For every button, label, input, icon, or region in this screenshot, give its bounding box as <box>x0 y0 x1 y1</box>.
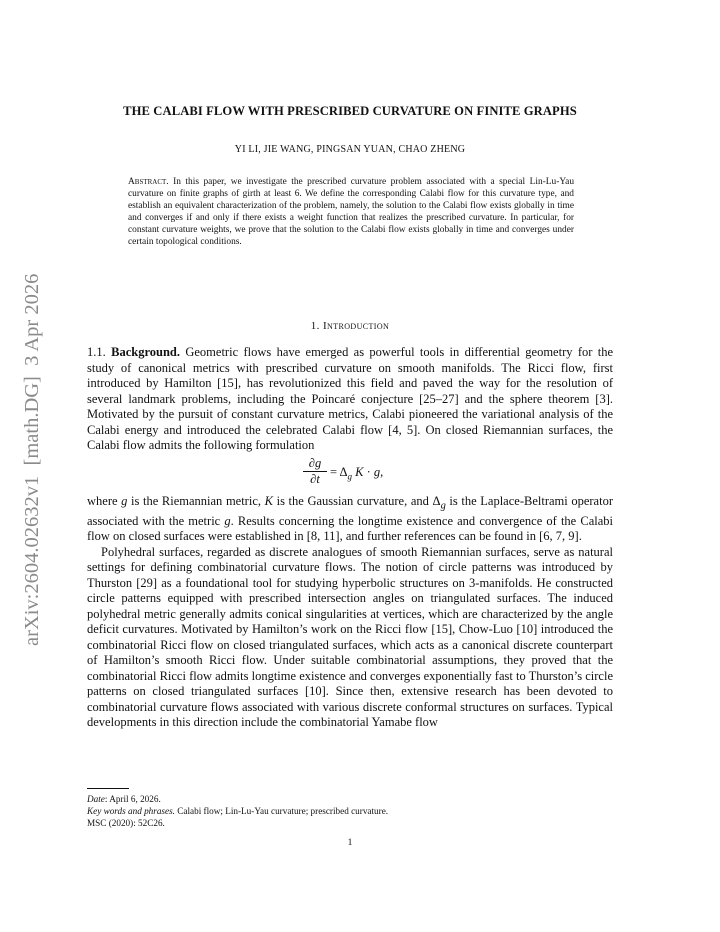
abstract-label: Abstract. <box>128 177 169 187</box>
footnote-label: Date <box>87 794 105 804</box>
paper-title: THE CALABI FLOW WITH PRESCRIBED CURVATURE ON FINITE GRAPHS <box>123 104 577 118</box>
abstract-text: In this paper, we investigate the prescribed curvature problem associated with a special Lin-Lu-Yau curvature on finite graphs of girth at least 6. We define the corresponding Calabi flow for this curvature type, and establish an equivalent characterization of the problem, namely, the solution to the Calabi flow exists globally in time and converges if and only if there exists a weight function that realizes the prescribed curvature. In particular, for constant curvature weights, we prove that the solution to the Calabi flow exists globally in time and converges under certain topological conditions. <box>128 177 575 247</box>
text-run: is the Laplace-Beltrami operator associated with the metric <box>87 493 613 528</box>
arxiv-identifier: arXiv:2604.02632v1 [math.DG] 3 Apr 2026 <box>21 273 43 646</box>
equation-denominator: ∂t <box>310 471 320 486</box>
section-heading: 1. Introduction <box>310 320 390 332</box>
equation-numerator: ∂g <box>303 456 327 472</box>
footnote-value: : April 6, 2026. <box>104 794 161 804</box>
footnote-keywords <box>87 805 388 817</box>
author-list: YI LI, JIE WANG, PINGSAN YUAN, CHAO ZHENG <box>234 144 466 155</box>
subsection-title: Background. <box>111 345 180 359</box>
text-run: . Results concerning the longtime existence and convergence of the Calabi flow on closed surfaces were established in [8, 11], and further references can be found in [6, 7, 9]. <box>87 513 613 543</box>
abstract <box>128 177 574 248</box>
body-text <box>87 345 613 731</box>
footnote-value: Calabi flow; Lin-Lu-Yau curvature; prescribed curvature. <box>174 806 389 817</box>
equation-fraction <box>303 456 327 487</box>
page-number: 1 <box>347 838 353 848</box>
footnote-date <box>87 793 388 805</box>
equation-rhs: = $\Delta_g$ K · g, <box>330 464 384 481</box>
math-subscript: g <box>440 500 446 511</box>
math-symbol: g <box>224 513 231 528</box>
text-run: where <box>87 493 122 508</box>
footnote-label: Key words and phrases. <box>87 806 175 817</box>
footnote-msc: MSC (2020): 52C26. <box>87 818 165 829</box>
paragraph-polyhedral: Polyhedral surfaces, regarded as discrete analogues of smooth Riemannian surfaces, serve as natural settings for defining combinatorial curvature flows. The notion of circle patterns was introduced by Thurston [29] as a foundational tool for studying hyperbolic structures on 3-manifolds. He constructed circle patterns equipped with prescribed intersection angles on triangulated surfaces. The induced polyhedral metric generally admits conical singularities at vertices, which are characterized by the angle deficit curvatures. Motivated by Hamilton’s work on the Ricci flow [15], Chow-Luo [10] introduced the combinatorial Ricci flow on closed triangulated surfaces, which acts as a canonical discrete counterpart of Hamilton’s smooth Ricci flow. Under suitable combinatorial assumptions, they proved that the combinatorial Ricci flow admits longtime existence and converges exponentially fast to Thurston’s circle patterns on closed triangulated surfaces [10]. Since then, extensive research has been devoted to combinatorial curvature flows associated with various discrete conformal structures on surfaces. Typical developments in this direction include the combinatorial Yamabe flow <box>87 544 613 729</box>
subsection-number: 1.1. <box>87 345 106 359</box>
arxiv-sidebar-stamp <box>8 248 48 648</box>
paragraph-text: Geometric flows have emerged as powerful tools in differential geometry for the study of canonical metrics with prescribed curvature on smooth manifolds. The Ricci flow, first introduced by Hamilton [15], has revolutionized this field and paved the way for the resolution of several landmark problems, including the Poincaré conjecture [25–27] and the sphere theorem [3]. Motivated by the pursuit of constant curvature metrics, Calabi pioneered the variational analysis of the Calabi energy and introduced the celebrated Calabi flow [4, 5]. On closed Riemannian surfaces, the Calabi flow admits the following formulation <box>87 345 614 452</box>
text-run: is the Riemannian metric, <box>127 493 265 508</box>
math-symbol: K <box>264 493 273 508</box>
paragraph-background <box>87 345 613 454</box>
paragraph-definitions <box>87 494 613 545</box>
text-run: is the Gaussian curvature, and Δ <box>272 493 441 508</box>
calabi-flow-equation <box>87 454 613 494</box>
footnotes <box>87 793 388 830</box>
footnote-rule <box>87 788 129 789</box>
math-symbol: g <box>121 493 128 508</box>
